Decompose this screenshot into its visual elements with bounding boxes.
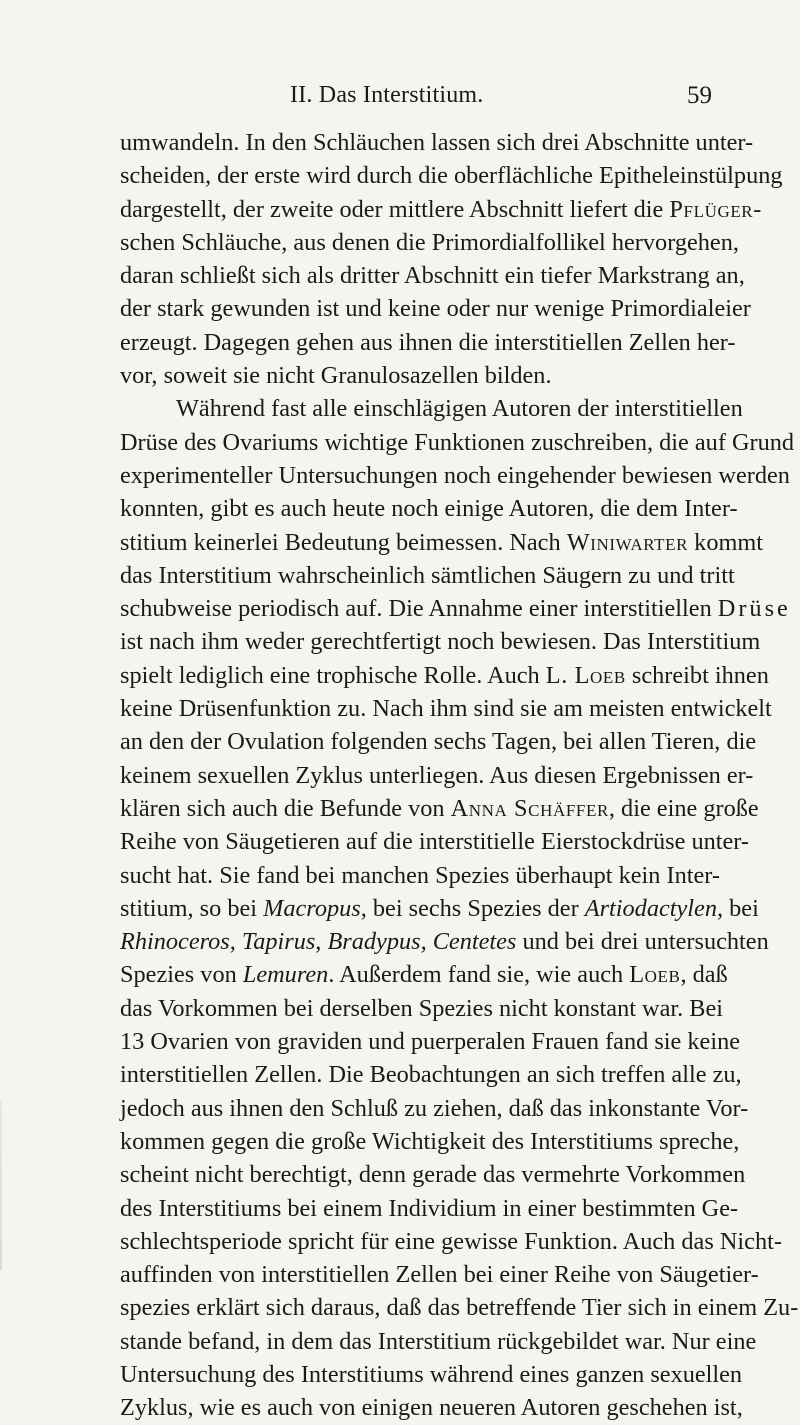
text-line	[120, 958, 728, 991]
text-line: scheiden, der erste wird durch die oberflächliche Epitheleinstülpung	[120, 162, 783, 190]
text-fragment: , daß	[680, 961, 728, 989]
text-line	[120, 659, 769, 692]
text-fragment: , die eine große	[608, 794, 759, 822]
author-name: Anna Schäffer	[450, 794, 609, 822]
text-line: daran schließt sich als dritter Abschnitt ein tiefer Markstrang an,	[120, 262, 745, 290]
text-line: an den der Ovulation folgenden sechs Tagen, bei allen Tieren, die	[120, 728, 757, 756]
text-fragment: , bei	[716, 894, 759, 922]
text-line: spezies erklärt sich daraus, daß das betreffende Tier sich in einem Zu-	[120, 1294, 799, 1322]
text-line: keine Drüsenfunktion zu. Nach ihm sind sie am meisten entwickelt	[120, 695, 772, 723]
text-line	[120, 925, 769, 958]
text-line: des Interstitiums bei einem Individium in einer bestimmten Ge-	[120, 1194, 739, 1222]
text-fragment: kommt	[688, 528, 764, 556]
taxon-name: Lemuren	[242, 961, 329, 989]
text-line: Während fast alle einschlägigen Autoren der interstitiellen	[176, 395, 743, 423]
text-fragment: und bei drei untersuchten	[516, 928, 769, 956]
text-line	[120, 193, 762, 226]
text-line: sucht hat. Sie fand bei manchen Spezies überhaupt kein Inter-	[120, 861, 720, 889]
genus-names: Rhinoceros, Tapirus, Bradypus, Centetes	[120, 928, 517, 956]
text-fragment: Spezies von	[120, 961, 243, 989]
text-line: scheint nicht berechtigt, denn gerade das vermehrte Vorkommen	[120, 1161, 746, 1189]
text-line	[120, 792, 759, 825]
text-fragment: stitium keinerlei Bedeutung beimessen. Nach	[120, 528, 567, 556]
text-fragment: . Außerdem fand sie, wie auch	[328, 961, 630, 989]
running-title: II. Das Interstitium.	[290, 82, 484, 108]
text-line: interstitiellen Zellen. Die Beobachtungen an sich treffen alle zu,	[120, 1061, 742, 1089]
author-name: Winiwarter	[566, 528, 689, 556]
text-line: das Vorkommen bei derselben Spezies nicht konstant war. Bei	[120, 994, 724, 1022]
text-line: stande befand, in dem das Interstitium rückgebildet war. Nur eine	[120, 1327, 757, 1355]
text-line: vor, soweit sie nicht Granulosazellen bilden.	[120, 362, 552, 390]
text-line: jedoch aus ihnen den Schluß zu ziehen, daß das inkonstante Vor-	[120, 1094, 749, 1122]
text-line: Untersuchung des Interstitiums während eines ganzen sexuellen	[120, 1360, 743, 1388]
text-line	[120, 526, 764, 559]
genus-name: Macropus	[263, 894, 361, 922]
body-text	[120, 126, 799, 1425]
text-line	[120, 892, 759, 925]
text-fragment: spielt lediglich eine trophische Rolle. Auch	[120, 661, 546, 689]
text-line: 13 Ovarien von graviden und puerperalen Frauen fand sie keine	[120, 1028, 741, 1056]
text-line: schen Schläuche, aus denen die Primordialfollikel hervorgehen,	[120, 228, 739, 256]
spaced-term: Drüse	[717, 595, 791, 623]
text-line: umwandeln. In den Schläuchen lassen sich drei Abschnitte unter-	[120, 129, 754, 156]
text-line: erzeugt. Dagegen gehen aus ihnen die interstitiellen Zellen her-	[120, 328, 736, 356]
text-line: Zyklus, wie es auch von einigen neueren Autoren geschehen ist,	[120, 1394, 743, 1422]
author-name: Loeb	[629, 961, 681, 989]
text-fragment: schubweise periodisch auf. Die Annahme einer interstitiellen	[120, 595, 718, 623]
text-fragment: schreibt ihnen	[625, 661, 769, 689]
text-line: ist nach ihm weder gerechtfertigt noch bewiesen. Das Interstitium	[120, 628, 761, 656]
text-line: keinem sexuellen Zyklus unterliegen. Aus diesen Ergebnissen er-	[120, 761, 754, 789]
page-header	[120, 82, 712, 116]
text-line: das Interstitium wahrscheinlich sämtlichen Säugern zu und tritt	[120, 561, 735, 589]
text-line: konnten, gibt es auch heute noch einige Autoren, die dem Inter-	[120, 495, 738, 523]
text-line: experimenteller Untersuchungen noch eingehender bewiesen werden	[120, 461, 790, 489]
author-name: L. Loeb	[545, 661, 626, 689]
text-line: schlechtsperiode spricht für eine gewisse Funktion. Auch das Nicht-	[120, 1227, 782, 1255]
text-fragment: , bei sechs Spezies der	[360, 894, 585, 922]
text-fragment: klären sich auch die Befunde von	[120, 794, 451, 822]
text-line: Drüse des Ovariums wichtige Funktionen zuschreiben, die auf Grund	[120, 428, 795, 456]
page-edge-shadow	[0, 1100, 2, 1270]
author-name: Pflüger-	[669, 195, 762, 223]
text-line: kommen gegen die große Wichtigkeit des Interstitiums spreche,	[120, 1127, 740, 1155]
taxon-name: Artiodactylen	[584, 894, 717, 922]
text-line: Reihe von Säugetieren auf die interstitielle Eierstockdrüse unter-	[120, 828, 749, 856]
text-line: auffinden von interstitiellen Zellen bei einer Reihe von Säugetier-	[120, 1261, 759, 1289]
page-number: 59	[687, 82, 712, 109]
text-fragment: dargestellt, der zweite oder mittlere Abschnitt liefert die	[120, 195, 670, 223]
text-line	[120, 592, 791, 625]
text-fragment: stitium, so bei	[120, 894, 264, 922]
text-line: der stark gewunden ist und keine oder nur wenige Primordialeier	[120, 295, 751, 323]
